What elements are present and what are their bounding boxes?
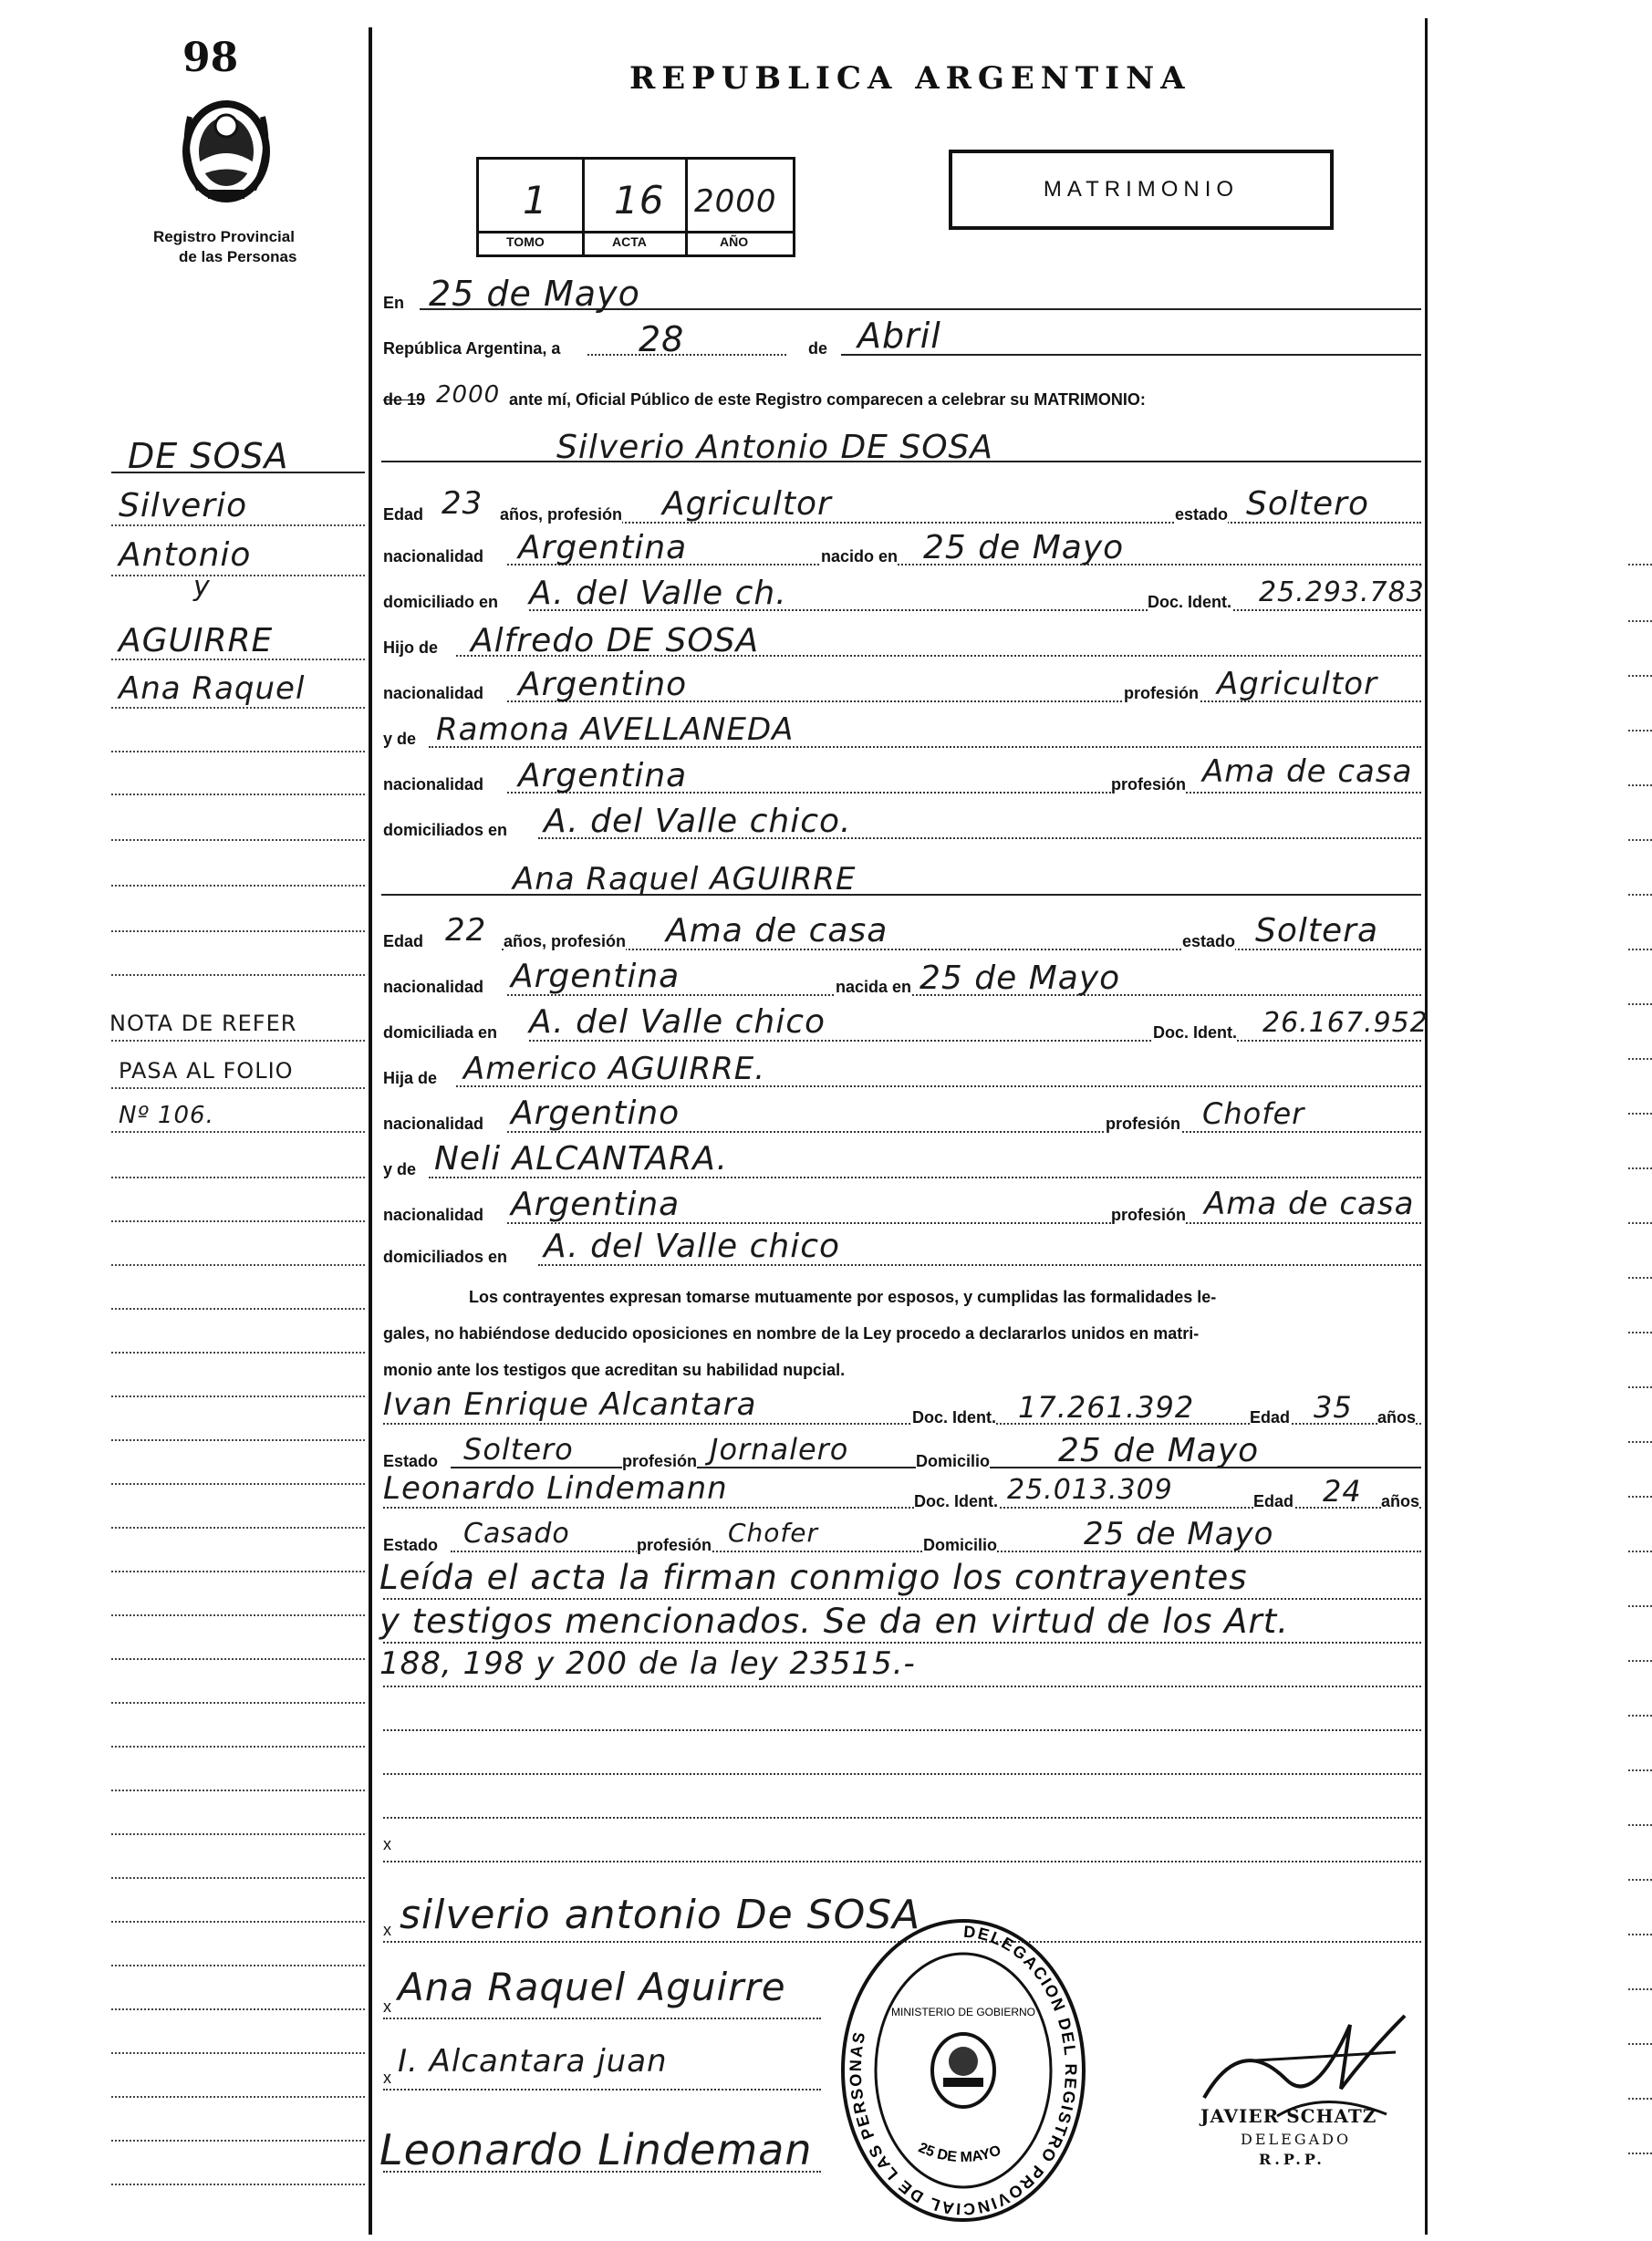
bride-padre-nac-label: nacionalidad <box>383 1115 484 1133</box>
groom-profesion: Agricultor <box>662 485 832 523</box>
officer-name: JAVIER SCHATZ <box>1200 2105 1377 2127</box>
bride-edad: 22 <box>445 912 487 949</box>
intro-day: 28 <box>639 319 685 359</box>
bride-doms-label: domiciliados en <box>383 1248 508 1266</box>
bride-estado-label: estado <box>1182 932 1236 950</box>
acta-value: 16 <box>614 178 665 223</box>
intro-text: ante mí, Oficial Público de este Registro comparecen a celebrar su MATRIMONIO: <box>509 390 1146 409</box>
witness2-edad-label: Edad <box>1253 1492 1294 1510</box>
groom-padre-nac-label: nacionalidad <box>383 684 484 702</box>
signature-mark-0: x <box>383 1835 391 1853</box>
seal-ring-text: DELEGACION DEL REGISTRO PROVINCIAL DE LAS PERSONAS <box>846 1922 1080 2219</box>
margin-name-groom-1: Silverio <box>119 487 248 524</box>
groom-nacido: 25 de Mayo <box>923 529 1125 566</box>
witness2-profesion: Chofer <box>728 1518 819 1548</box>
witness2-estado-label: Estado <box>383 1536 439 1554</box>
signature-witness1: I. Alcantara juan <box>398 2043 668 2080</box>
groom-name: Silverio Antonio DE SOSA <box>556 429 994 466</box>
registry-seal <box>836 1915 1091 2225</box>
groom-edad-label: Edad <box>383 505 424 524</box>
witness2-doc-label: Doc. Ident. <box>914 1492 999 1510</box>
bride-edad-label: Edad <box>383 932 424 950</box>
margin-surname-bride: AGUIRRE <box>119 622 274 659</box>
bride-madre-prof: Ama de casa <box>1204 1186 1415 1222</box>
witness1-doc: 17.261.392 <box>1018 1390 1195 1425</box>
officer-title: DELEGADO <box>1241 2131 1352 2148</box>
witness2-estado: Casado <box>463 1518 570 1550</box>
bride-name: Ana Raquel AGUIRRE <box>513 861 857 897</box>
bride-madre: Neli ALCANTARA. <box>434 1140 728 1178</box>
province-emblem-icon <box>171 89 281 208</box>
intro-month: Abril <box>857 316 941 356</box>
bride-padre-prof: Chofer <box>1202 1096 1305 1131</box>
record-box <box>476 157 795 257</box>
registry-label-1: Registro Provincial <box>153 228 295 245</box>
registry-label-2: de las Personas <box>179 248 297 265</box>
witness1-doc-label: Doc. Ident. <box>912 1408 997 1427</box>
closing-line-3: 188, 198 y 200 de la ley 23515.- <box>379 1645 916 1682</box>
signature-mark-1: x <box>383 1921 391 1939</box>
witness2-anos-label: años <box>1381 1492 1420 1510</box>
right-border <box>1425 18 1428 2235</box>
declaration-line-3: monio ante los testigos que acreditan su habilidad nupcial. <box>383 1361 846 1379</box>
margin-note-3: Nº 106. <box>119 1102 214 1129</box>
margin-name-groom-2: Antonio <box>119 536 252 574</box>
groom-edad: 23 <box>442 485 483 522</box>
bride-nacionalidad: Argentina <box>511 958 681 995</box>
groom-estado: Soltero <box>1246 485 1369 523</box>
groom-doc: 25.293.783 <box>1259 576 1425 608</box>
groom-doms-label: domiciliados en <box>383 821 508 839</box>
groom-anos-prof-label: años, profesión <box>500 505 623 524</box>
groom-madre-prof: Ama de casa <box>1202 753 1413 790</box>
bride-madre-nac: Argentina <box>511 1186 681 1223</box>
declaration-line-1: Los contrayentes expresan tomarse mutuamente por esposos, y cumplidas las formalidades le- <box>469 1288 1217 1306</box>
witness2-dom-label: Domicilio <box>923 1536 998 1554</box>
witness1-anos-label: años <box>1377 1408 1417 1427</box>
officer-sub: R.P.P. <box>1259 2151 1325 2168</box>
bride-madre-prof-label: profesión <box>1111 1206 1187 1224</box>
groom-nacionalidad: Argentina <box>518 529 688 566</box>
folio-number: 98 <box>182 35 239 81</box>
bride-doc: 26.167.952 <box>1262 1007 1429 1039</box>
margin-note-1: NOTA DE REFER <box>109 1011 297 1036</box>
witness1-profesion: Jornalero <box>710 1432 849 1467</box>
ano-value: 2000 <box>694 183 777 220</box>
bride-nacida: 25 de Mayo <box>920 960 1121 997</box>
tomo-label: TOMO <box>506 234 545 249</box>
witness1-dom-label: Domicilio <box>916 1452 991 1470</box>
witness2-name: Leonardo Lindemann <box>383 1470 728 1507</box>
bride-yde-label: y de <box>383 1160 417 1178</box>
declaration-line-2: gales, no habiéndose deducido oposiciones en nombre de la Ley procedo a declararlos unidos en matri- <box>383 1324 1200 1343</box>
margin-conjunction: y <box>193 571 211 603</box>
intro-year-prefix: de 19 <box>383 390 426 409</box>
bride-padres-dom: A. del Valle chico <box>544 1228 841 1265</box>
witness2-domicilio: 25 de Mayo <box>1084 1516 1274 1552</box>
witness2-edad: 24 <box>1323 1474 1362 1509</box>
margin-note-2: PASA AL FOLIO <box>119 1058 294 1084</box>
groom-hijo-label: Hijo de <box>383 638 439 657</box>
doc-type-box <box>949 150 1334 230</box>
witness1-prof-label: profesión <box>622 1452 698 1470</box>
groom-padre-nac: Argentino <box>518 666 688 703</box>
signature-mark-2: x <box>383 1997 391 2016</box>
groom-yde-label: y de <box>383 730 417 748</box>
intro-de-label: de <box>808 339 828 358</box>
groom-madre-prof-label: profesión <box>1111 775 1187 794</box>
groom-nac-label: nacionalidad <box>383 547 484 565</box>
seal-emblem-icon <box>932 2034 994 2107</box>
groom-padres-dom: A. del Valle chico. <box>544 803 852 840</box>
bride-padre-nac: Argentino <box>511 1095 681 1132</box>
groom-madre-nac: Argentina <box>518 757 688 794</box>
bride-hija-label: Hija de <box>383 1069 438 1087</box>
groom-padre: Alfredo DE SOSA <box>471 622 760 659</box>
bride-anos-prof-label: años, profesión <box>504 932 627 950</box>
groom-doc-label: Doc. Ident. <box>1148 593 1232 611</box>
page-title: REPUBLICA ARGENTINA <box>629 60 1191 97</box>
witness1-domicilio: 25 de Mayo <box>1058 1432 1260 1469</box>
intro-place: 25 de Mayo <box>429 274 640 314</box>
seal-bottom-text: 25 DE MAYO <box>916 2140 1003 2166</box>
bride-dom-label: domiciliada en <box>383 1023 498 1042</box>
bride-padre-prof-label: profesión <box>1106 1115 1181 1133</box>
groom-madre: Ramona AVELLANEDA <box>436 711 795 748</box>
bride-nacida-label: nacida en <box>836 978 912 996</box>
groom-madre-nac-label: nacionalidad <box>383 775 484 794</box>
seal-inner-text: MINISTERIO DE GOBIERNO <box>890 2006 1036 2018</box>
groom-dom-label: domiciliado en <box>383 593 499 611</box>
bride-estado: Soltera <box>1255 912 1379 949</box>
margin-surname-groom: DE SOSA <box>128 436 289 476</box>
signature-bride: Ana Raquel Aguirre <box>398 1965 786 2009</box>
signature-witness2: Leonardo Lindeman <box>379 2125 813 2174</box>
bride-domicilio: A. del Valle chico <box>529 1003 826 1041</box>
witness1-edad-label: Edad <box>1250 1408 1291 1427</box>
bride-profesion: Ama de casa <box>666 912 888 949</box>
acta-label: ACTA <box>612 234 647 249</box>
closing-line-2: y testigos mencionados. Se da en virtud de los Art. <box>379 1602 1289 1641</box>
intro-en-label: En <box>383 294 405 312</box>
signature-groom: silverio antonio De SOSA <box>400 1892 921 1938</box>
bride-doc-label: Doc. Ident. <box>1153 1023 1238 1042</box>
signature-mark-3: x <box>383 2069 391 2087</box>
intro-republica-label: República Argentina, a <box>383 339 561 358</box>
intro-year: 2000 <box>436 381 501 409</box>
groom-estado-label: estado <box>1175 505 1229 524</box>
witness1-estado-label: Estado <box>383 1452 439 1470</box>
groom-nacido-label: nacido en <box>821 547 899 565</box>
groom-padre-prof: Agricultor <box>1217 666 1378 702</box>
closing-line-1: Leída el acta la firman conmigo los contrayentes <box>379 1558 1248 1597</box>
doc-type: MATRIMONIO <box>1043 177 1240 202</box>
witness1-edad: 35 <box>1314 1390 1353 1425</box>
witness1-name: Ivan Enrique Alcantara <box>383 1386 757 1423</box>
witness2-prof-label: profesión <box>637 1536 712 1554</box>
ano-label: AÑO <box>720 234 749 249</box>
margin-name-bride: Ana Raquel <box>119 670 306 707</box>
witness2-doc: 25.013.309 <box>1007 1474 1173 1506</box>
stub-divider <box>369 27 372 2235</box>
bride-nac-label: nacionalidad <box>383 978 484 996</box>
witness1-estado: Soltero <box>463 1432 574 1467</box>
groom-padre-prof-label: profesión <box>1124 684 1200 702</box>
tomo-value: 1 <box>523 178 548 223</box>
groom-domicilio: A. del Valle ch. <box>529 575 787 612</box>
bride-madre-nac-label: nacionalidad <box>383 1206 484 1224</box>
bride-padre: Americo AGUIRRE. <box>463 1051 766 1087</box>
